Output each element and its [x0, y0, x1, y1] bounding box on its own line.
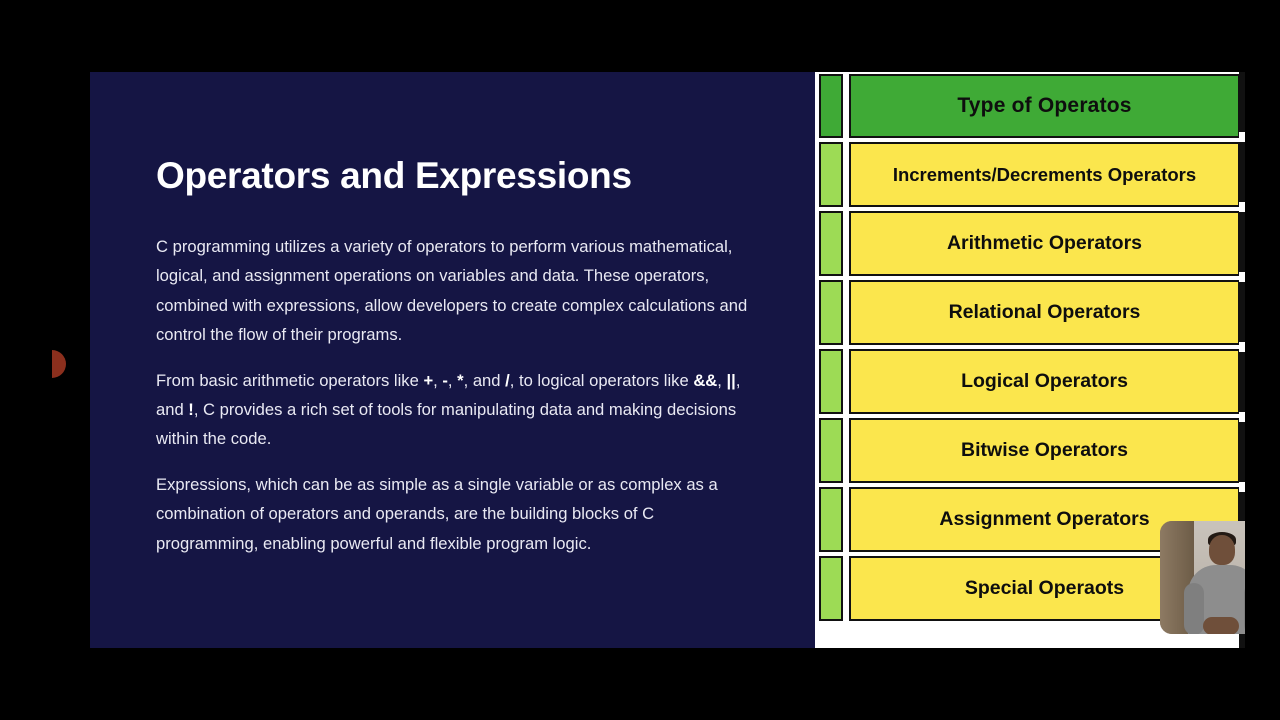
table-row-label: Arithmetic Operators	[849, 211, 1240, 276]
table-header-row	[815, 72, 1245, 140]
row-marker	[819, 74, 843, 138]
table-row	[815, 140, 1245, 209]
row-marker	[819, 211, 843, 276]
slide-paragraph-3: Expressions, which can be as simple as a single variable or as complex as a combination of operators and operands, are the building blocks of C programming, enabling powerful and flexible program logic.	[156, 474, 718, 553]
presentation-slide	[90, 72, 1245, 648]
table-row-label: Logical Operators	[849, 349, 1240, 414]
table-row-label: Increments/Decrements Operators	[849, 142, 1240, 207]
table-row	[815, 278, 1245, 347]
row-marker	[819, 349, 843, 414]
slide-paragraph-1: C programming utilizes a variety of operators to perform various mathematical, logical, and assignment operations on variables and data. These operators, combined with expressions, allow developers to create complex calculations and control the flow of their programs.	[156, 237, 748, 345]
slide-paragraph-2: From basic arithmetic operators like +, -, *, and /, to logical operators like &&, ||, and !, C provides a rich set of tools for manipulating data and making decisions within the code.	[156, 370, 741, 449]
webcam-person-arm-left	[1184, 583, 1204, 634]
webcam-person-hands	[1203, 617, 1239, 634]
table-header-label: Type of Operatos	[849, 74, 1240, 138]
table-row-label: Special Operaots	[849, 556, 1240, 621]
webcam-person-head	[1209, 535, 1235, 565]
page-title: Operators and Expressions	[156, 155, 632, 196]
row-marker	[819, 418, 843, 483]
table-row-label: Relational Operators	[849, 280, 1240, 345]
table-row	[815, 347, 1245, 416]
table-row	[815, 209, 1245, 278]
presenter-webcam	[1160, 521, 1245, 634]
row-marker	[819, 487, 843, 552]
slide-text-column	[90, 72, 800, 648]
webcam-person-arm-right	[1244, 583, 1245, 634]
left-edge-marker	[52, 350, 66, 378]
row-marker	[819, 142, 843, 207]
table-row-label: Bitwise Operators	[849, 418, 1240, 483]
table-row-label: Assignment Operators	[849, 487, 1240, 552]
row-marker	[819, 556, 843, 621]
row-marker	[819, 280, 843, 345]
slide-body-text	[156, 232, 756, 574]
table-row	[815, 416, 1245, 485]
